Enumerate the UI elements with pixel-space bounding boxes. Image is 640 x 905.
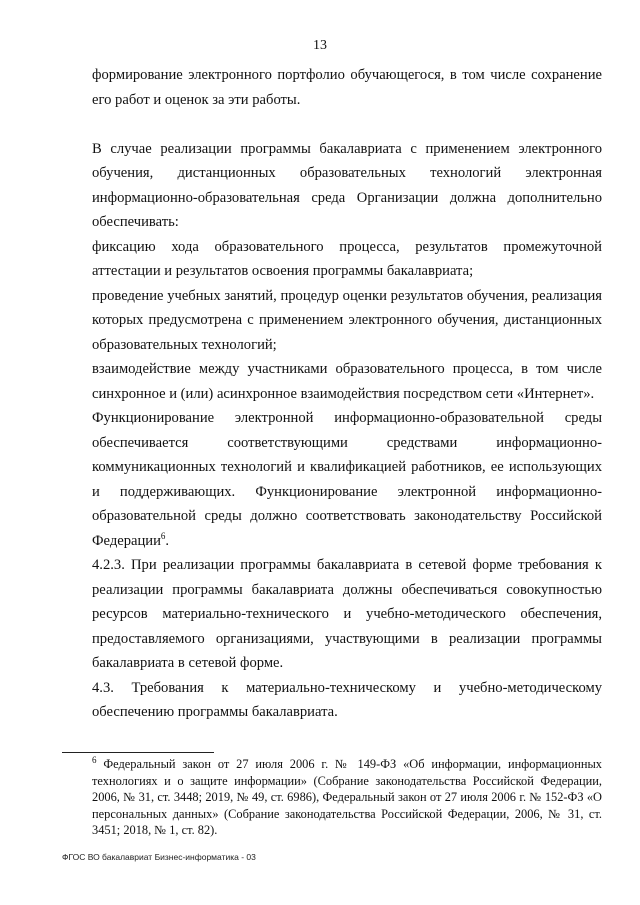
footnote-text: Федеральный закон от 27 июля 2006 г. № 149-ФЗ «Об информации, информационных технологиях и о защите информации» (Собрание законодательства Российской Федерации, 2006, № 31, ст. 3448; 2019, № 49, ст. 6986), Федеральный закон от 27 июля 2006 г. № 152-ФЗ «О персональных данных» (Собрание законодательства Российской Федерации, 2006, № 31, ст. 3451; 2018, № 1, ст. 82). [92,757,602,838]
paragraph-7: 4.2.3. При реализации программы бакалавриата в сетевой форме требования к реализации программы бакалавриата должны обеспечиваться совокупностью ресурсов материально-технического и учебно-методического обеспечения, предоставляемого организациями, участвующими в реализации программы бакалавриата в сетевой форме. [92,557,602,671]
paragraph-5: взаимодействие между участниками образовательного процесса, в том числе синхронное и (или) асинхронное взаимодействия посредством сети «Интернет». [92,361,602,402]
paragraph-6: Функционирование электронной информационно-образовательной среды обеспечивается соответствующими средствами информационно-коммуникационных технологий и квалификацией работников, ее использующих и поддерживающих. Функционирование электронной информационно-образовательной среды должно соответствовать законодательству Российской Федерации$^6$. [92,410,602,549]
paragraph-2: В случае реализации программы бакалавриата с применением электронного обучения, дистанционных образовательных технологий электронная информационно-образовательная среда Организации должна дополнительно обеспечивать: [92,140,602,230]
paragraph-1: формирование электронного портфолио обучающегося, в том числе сохранение его работ и оценок за эти работы. [92,67,602,108]
footnote-separator [62,752,214,753]
main-text [92,63,602,725]
paragraph-3: фиксацию хода образовательного процесса, результатов промежуточной аттестации и результатов освоения программы бакалавриата; [92,238,602,279]
page-footer: ФГОС ВО бакалавриат Бизнес-информатика - 03 [62,852,256,862]
paragraph-8: 4.3. Требования к материально-техническому и учебно-методическому обеспечению программы бакалавриата. [92,679,602,720]
page-number: 13 [313,38,327,53]
footnote-6 [92,756,602,839]
footnote-reference: 6 [160,530,166,541]
footnote [92,756,602,839]
footnote-marker: 6 [92,754,97,765]
paragraph-4: проведение учебных занятий, процедур оценки результатов обучения, реализация которых предусмотрена с применением электронного обучения, дистанционных образовательных технологий; [92,287,602,353]
paragraph-6-text: Функционирование электронной информационно-образовательной среды обеспечивается соответствующими средствами информационно-коммуникационных технологий и квалификацией работников, ее использующих и поддерживающих. Функционирование электронной информационно-образовательной среды должно соответствовать законодательству Российской Федерации [92,410,602,549]
